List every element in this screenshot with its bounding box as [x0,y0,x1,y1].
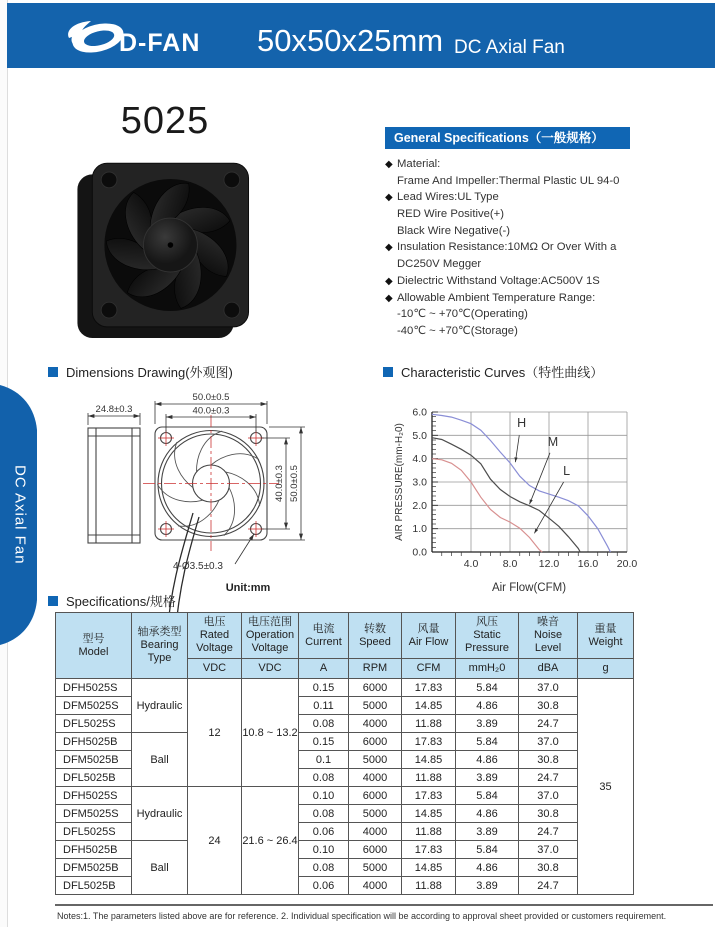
current-cell: 0.08 [299,805,349,823]
speed-cell: 4000 [349,715,402,733]
current-cell: 0.11 [299,697,349,715]
spec-line: ◆ Dielectric Withstand Voltage:AC500V 1S [385,273,695,290]
noise-cell: 24.7 [519,769,578,787]
unit-vdc: VDC [188,659,242,679]
static-pressure-cell: 3.89 [456,715,519,733]
unit-label: Unit:mm [225,582,271,594]
airflow-cell: 17.83 [402,841,456,859]
page-subtitle: DC Axial Fan [454,37,565,58]
table-row [56,841,634,859]
airflow-cell: 17.83 [402,787,456,805]
current-cell: 0.08 [299,859,349,877]
noise-cell: 24.7 [519,823,578,841]
curve-label-H: H [517,416,527,431]
static-pressure-cell: 5.84 [456,787,519,805]
curve-label-M: M [547,434,559,449]
unit-g: g [578,659,634,679]
y-tick-label: 1.0 [412,523,427,536]
sidebar-tab [0,380,46,650]
static-pressure-cell: 5.84 [456,841,519,859]
spec-line: RED Wire Positive(+) [397,208,505,221]
speed-cell: 4000 [349,769,402,787]
current-cell: 0.06 [299,823,349,841]
chart-y-axis-label: AIR PRESSURE(mm-H₂0) [394,423,405,541]
noise-cell: 30.8 [519,859,578,877]
table-row [56,733,634,751]
dim-outer-height: 50.0±0.5 [289,465,300,502]
airflow-cell: 17.83 [402,679,456,697]
unit-rpm: RPM [349,659,402,679]
static-pressure-cell: 3.89 [456,877,519,895]
model-cell: DFH5025S [56,679,132,697]
model-cell: DFM5025S [56,805,132,823]
speed-cell: 6000 [349,679,402,697]
static-pressure-cell: 3.89 [456,823,519,841]
current-cell: 0.1 [299,751,349,769]
speed-cell: 5000 [349,751,402,769]
noise-cell: 30.8 [519,697,578,715]
dimensions-drawing [55,383,385,648]
table-row [56,787,634,805]
speed-cell: 4000 [349,823,402,841]
y-tick-label: 5.0 [412,429,427,442]
spec-line: ◆ Material: [385,156,695,173]
x-tick-label: 4.0 [463,558,479,570]
col-header-noise: 噪音 Noise Level [519,613,578,659]
static-pressure-cell: 4.86 [456,859,519,877]
noise-cell: 37.0 [519,841,578,859]
col-header-airflow: 风量 Air Flow [402,613,456,659]
current-cell: 0.10 [299,841,349,859]
spec-table [55,612,634,895]
curve-M [432,438,580,552]
model-cell: DFL5025S [56,715,132,733]
diamond-bullet-icon: ◆ [385,192,393,204]
curve-arrow-M [530,453,550,504]
airflow-cell: 11.88 [402,769,456,787]
y-tick-label: 3.0 [412,476,427,489]
static-pressure-cell: 5.84 [456,733,519,751]
model-cell: DFH5025B [56,733,132,751]
model-cell: DFL5025B [56,877,132,895]
col-header-static-pressure: 风压 Static Pressure [456,613,519,659]
model-cell: DFL5025B [56,769,132,787]
voltage-cell: 12 [188,679,242,787]
y-tick-label: 6.0 [412,406,427,419]
diamond-bullet-icon: ◆ [385,242,393,254]
col-header-operation-voltage: 电压范围 Operation Voltage [242,613,299,659]
noise-cell: 30.8 [519,751,578,769]
diamond-bullet-icon: ◆ [385,275,393,287]
curve-label-L: L [563,464,571,478]
model-cell: DFL5025S [56,823,132,841]
center-lines [143,415,279,551]
impeller-blades [155,427,264,537]
unit-cfm: CFM [402,659,456,679]
side-view [88,428,140,543]
bearing-cell: Ball [132,733,188,787]
spec-line: -10℃ ~ +70℃(Operating) [397,308,528,321]
dimensions-section-title: Dimensions Drawing(外观图) [48,362,233,381]
static-pressure-cell: 5.84 [456,679,519,697]
diamond-bullet-icon: ◆ [385,292,393,304]
dim-side-width: 24.8±0.3 [95,404,133,415]
fan-photo [70,156,256,348]
spec-line: Black Wire Negative(-) [397,224,510,237]
noise-cell: 24.7 [519,877,578,895]
y-tick-label: 2.0 [412,499,427,512]
general-specs-title-bar: General Specifications（一般规格） [385,127,630,149]
x-tick-label: 12.0 [538,558,560,570]
general-specs-list [385,156,695,340]
speed-cell: 5000 [349,805,402,823]
model-cell: DFM5025B [56,859,132,877]
chart-x-axis-label: Air Flow(CFM) [491,582,567,594]
dim-hole-spacing-h: 40.0±0.3 [192,405,230,417]
airflow-cell: 14.85 [402,805,456,823]
static-pressure-cell: 4.86 [456,751,519,769]
speed-cell: 6000 [349,787,402,805]
weight-cell: 35 [578,679,634,895]
bearing-cell: Hydraulic [132,679,188,733]
unit-dba: dBA [519,659,578,679]
x-tick-label: 20.0 [616,558,638,570]
col-header-rated-voltage: 电压 Rated Voltage [188,613,242,659]
airflow-cell: 14.85 [402,697,456,715]
current-cell: 0.08 [299,769,349,787]
hole-leader-line [235,534,254,564]
spec-table-body [56,679,634,895]
airflow-cell: 17.83 [402,733,456,751]
noise-cell: 30.8 [519,805,578,823]
x-tick-label: 16.0 [577,558,599,570]
airflow-cell: 11.88 [402,823,456,841]
brand-logo-text: D-FAN [119,29,201,57]
noise-cell: 37.0 [519,733,578,751]
header-bar [7,3,715,68]
current-cell: 0.15 [299,733,349,751]
page-title: 50x50x25mm [257,23,444,58]
bearing-cell: Ball [132,841,188,895]
col-header-model: 型号 Model [56,613,132,679]
voltage-range-cell: 10.8 ~ 13.2 [242,679,299,787]
speed-cell: 6000 [349,841,402,859]
speed-cell: 5000 [349,697,402,715]
col-header-weight: 重量 Weight [578,613,634,659]
blue-square-icon [48,367,58,377]
spec-table-head [56,613,634,679]
airflow-cell: 11.88 [402,877,456,895]
voltage-range-cell: 21.6 ~ 26.4 [242,787,299,895]
col-header-speed: 转数 Speed [349,613,402,659]
y-tick-label: 4.0 [412,453,427,466]
model-cell: DFH5025S [56,787,132,805]
model-cell: DFM5025B [56,751,132,769]
curves-chart [388,383,715,608]
blue-square-icon [383,367,393,377]
airflow-cell: 14.85 [402,859,456,877]
bearing-cell: Hydraulic [132,787,188,841]
col-header-current: 电流 Current [299,613,349,659]
spec-line: Frame And Impeller:Thermal Plastic UL 94-0 [397,174,620,187]
sidebar-label: DC Axial Fan [11,465,29,565]
dim-hole-spacing-v: 40.0±0.3 [274,465,285,502]
chart-plot-area [412,407,637,571]
spec-line: ◆ Lead Wires:UL Type [385,189,695,206]
footer-divider [55,904,713,906]
unit-vdc: VDC [242,659,299,679]
unit-a: A [299,659,349,679]
col-header-bearing: 轴承类型 Bearing Type [132,613,188,679]
current-cell: 0.06 [299,877,349,895]
spec-line: ◆ Insulation Resistance:10MΩ Or Over With a [385,239,695,256]
model-cell: DFH5025B [56,841,132,859]
speed-cell: 4000 [349,877,402,895]
curves-section-title: Characteristic Curves（特性曲线） [383,362,603,381]
speed-cell: 5000 [349,859,402,877]
model-number: 5025 [120,100,210,142]
model-cell: DFM5025S [56,697,132,715]
airflow-cell: 11.88 [402,715,456,733]
current-cell: 0.08 [299,715,349,733]
voltage-cell: 24 [188,787,242,895]
current-cell: 0.15 [299,679,349,697]
x-tick-label: 8.0 [502,558,518,570]
dim-outer-width: 50.0±0.5 [192,392,230,403]
diamond-bullet-icon: ◆ [385,159,393,170]
footer-notes: Notes:1. The parameters listed above are for reference. 2. Individual specification will be according to approval sheet provided or customers requirement. [57,911,667,921]
spec-line: DC250V Megger [397,258,482,271]
spec-line: ◆ Allowable Ambient Temperature Range: [385,290,695,307]
static-pressure-cell: 3.89 [456,769,519,787]
unit-mmh2o: mmH₂0 [456,659,519,679]
noise-cell: 37.0 [519,787,578,805]
static-pressure-cell: 4.86 [456,805,519,823]
dim-mounting-holes: 4-Ø3.5±0.3 [173,561,223,572]
spec-line: -40℃ ~ +70℃(Storage) [397,324,518,337]
curve-arrow-H [515,435,519,462]
y-tick-label: 0.0 [412,546,427,559]
static-pressure-cell: 4.86 [456,697,519,715]
noise-cell: 37.0 [519,679,578,697]
fan-hub-center [168,242,174,248]
airflow-cell: 14.85 [402,751,456,769]
noise-cell: 24.7 [519,715,578,733]
current-cell: 0.10 [299,787,349,805]
table-row [56,679,634,697]
specifications-section-title: Specifications/规格 [48,591,176,610]
speed-cell: 6000 [349,733,402,751]
